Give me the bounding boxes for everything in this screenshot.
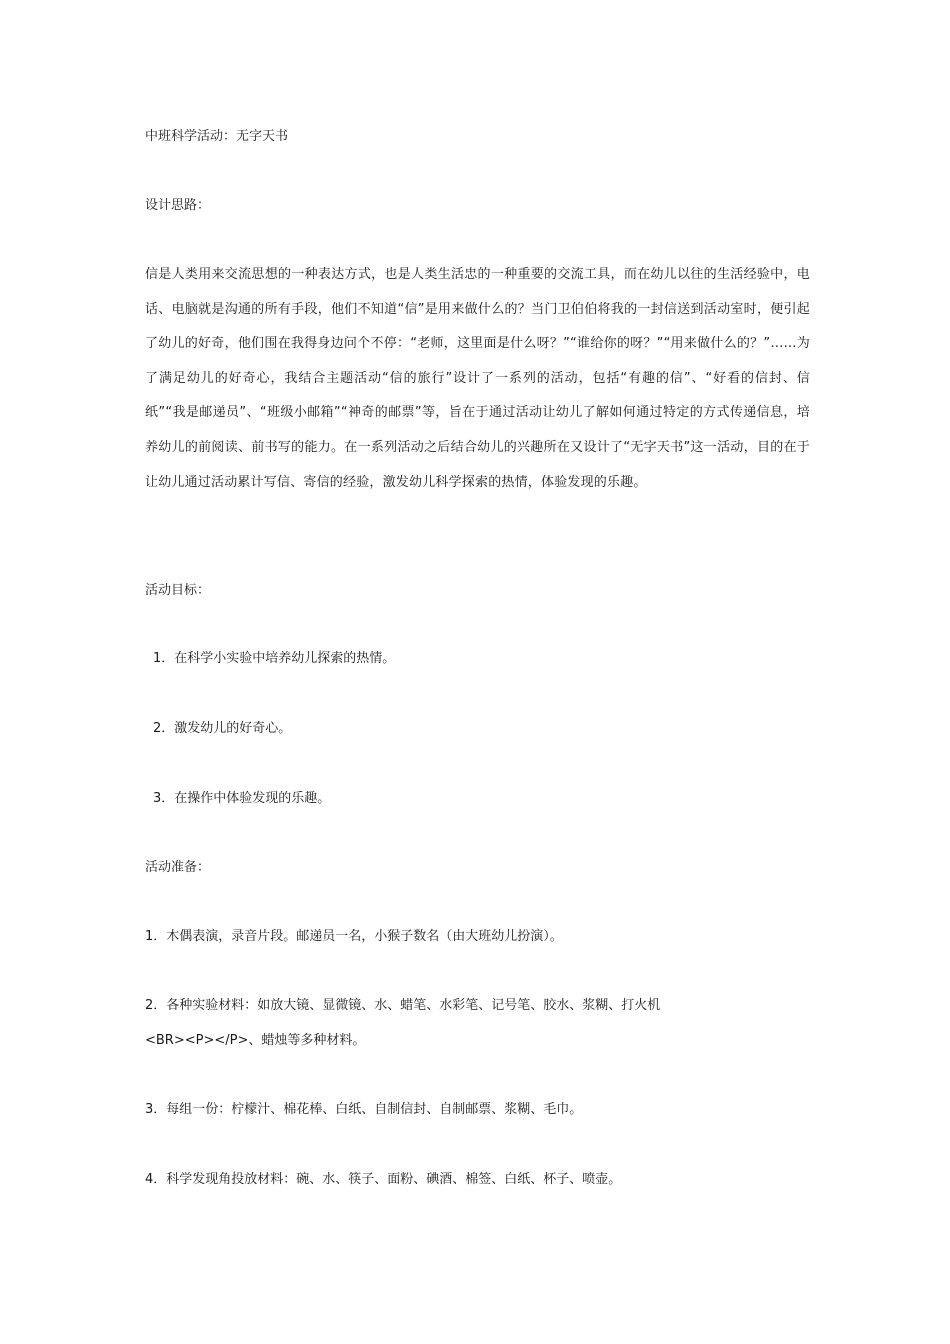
prep-item-1: 1．木偶表演，录音片段。邮递员一名，小猴子数名（由大班幼儿扮演）。 (145, 929, 563, 944)
goal-item-2: 2．激发幼儿的好奇心。 (153, 721, 292, 736)
design-paragraph: 信是人类用来交流思想的一种表达方式，也是人类生活忠的一种重要的交流工具，而在幼儿以往的生活经验中，电话、电脑就是沟通的所有手段，他们不知道“信”是用来做什么的？当门卫伯伯将我的一封信送到活动室时，便引起了幼儿的好奇，他们围在我得身边问个不停：“老师，这里面是什么呀？”“谁给你的呀？”“用来做什么的？”……为了满足幼儿的好奇心，我结合主题活动“信的旅行”设计了一系列的活动，包括“有趣的信”、“好看的信封、信纸”“我是邮递员”、“班级小邮箱”“神奇的邮票”等，旨在于通过活动让幼儿了解如何通过特定的方式传递信息，培养幼儿的前阅读、前书写的能力。在一系列活动之后结合幼儿的兴趣所在又设计了“无字天书”这一活动，目的在于让幼儿通过活动累计写信、寄信的经验，激发幼儿科学探索的热情，体验发现的乐趣。 (145, 267, 810, 490)
goal-item-3: 3．在操作中体验发现的乐趣。 (153, 791, 331, 806)
goal-item-1: 1．在科学小实验中培养幼儿探索的热情。 (153, 651, 396, 666)
prep-item-2-continued: <BR><P></P>、蜡烛等多种材料。 (145, 1033, 366, 1048)
design-heading: 设计思路： (145, 198, 211, 213)
prep-item-4: 4．科学发现角投放材料：碗、水、筷子、面粉、碘酒、棉签、白纸、杯子、喷壶。 (145, 1172, 622, 1187)
goals-heading: 活动目标： (145, 583, 211, 598)
prep-item-2: 2．各种实验材料：如放大镜、显微镜、水、蜡笔、水彩笔、记号笔、胶水、浆糊、打火机 (145, 998, 661, 1013)
document-title: 中班科学活动：无字天书 (145, 129, 289, 144)
prep-heading: 活动准备： (145, 860, 211, 875)
prep-item-3: 3．每组一份：柠檬汁、棉花棒、白纸、自制信封、自制邮票、浆糊、毛巾。 (145, 1102, 583, 1117)
